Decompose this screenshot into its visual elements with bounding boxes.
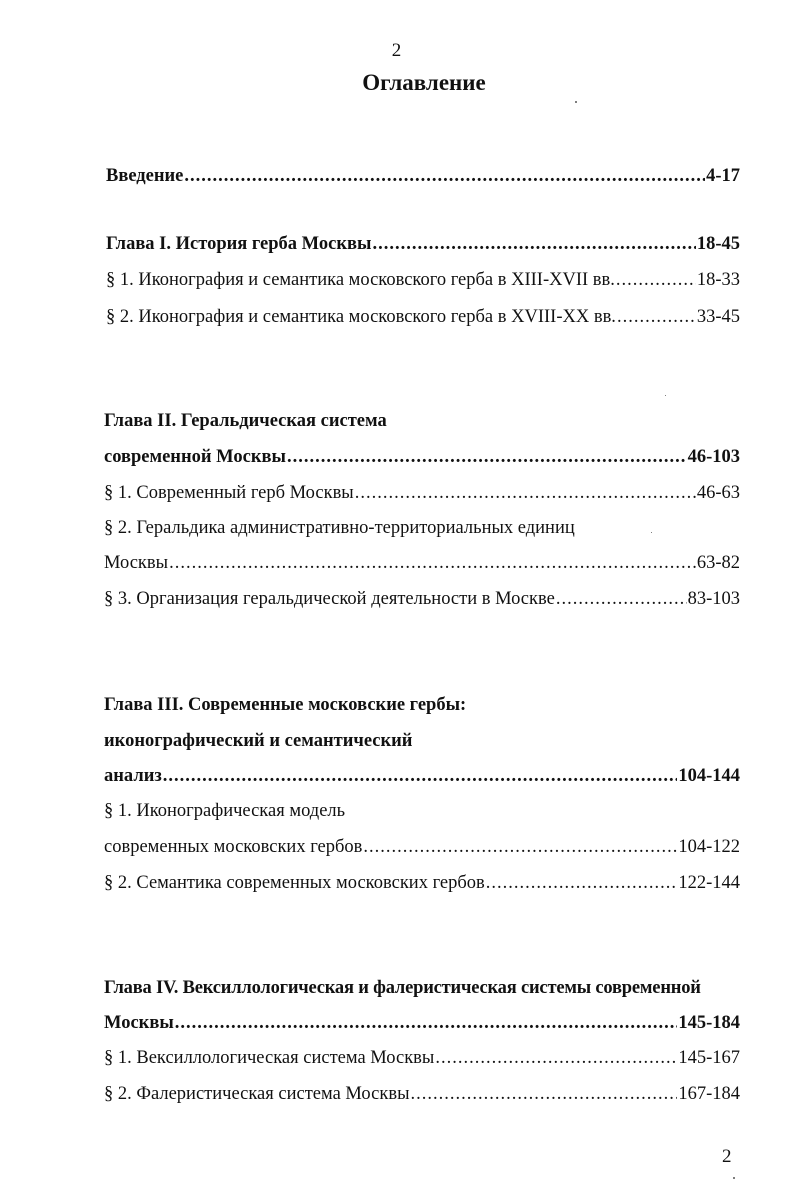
toc-chapter-4-title-line-1: Глава IV. Вексиллологическая и фалеристическая системы современной	[104, 978, 701, 998]
toc-entry-pages: 46-103	[687, 447, 740, 467]
toc-entry-chapter-2-section-3[interactable]	[104, 586, 740, 612]
toc-entry-chapter-3-section-1[interactable]	[104, 834, 740, 860]
toc-entry-chapter-1[interactable]	[106, 231, 740, 257]
dot-leader	[355, 480, 696, 506]
toc-entry-pages: 145-167	[678, 1048, 740, 1068]
toc-entry-pages: 83-103	[687, 589, 740, 609]
dot-leader	[435, 1045, 677, 1071]
toc-entry-pages: 104-144	[678, 766, 740, 786]
page-number-top: 2	[391, 40, 402, 61]
toc-entry-chapter-2-section-1[interactable]	[104, 480, 740, 506]
toc-entry-pages: 46-63	[696, 483, 740, 503]
scan-speck	[665, 395, 666, 396]
dot-leader	[184, 163, 705, 189]
toc-entry-title: Введение	[106, 166, 184, 186]
toc-entry-title: § 2. Иконография и семантика московского герба в XVIII-XX вв.	[106, 307, 616, 327]
dot-leader	[169, 550, 696, 576]
scan-speck	[733, 1177, 735, 1179]
toc-chapter-2-section-2-title-line-1: § 2. Геральдика административно-территориальных единиц	[104, 518, 575, 538]
dot-leader	[556, 586, 687, 612]
toc-entry-title: Москвы	[104, 1013, 174, 1033]
toc-entry-pages: 122-144	[678, 873, 740, 893]
toc-entry-title: § 1. Иконография и семантика московского герба в XIII-XVII вв.	[106, 270, 615, 290]
toc-entry-chapter-4[interactable]	[104, 1010, 740, 1036]
toc-entry-title: § 3. Организация геральдической деятельности в Москве	[104, 589, 555, 609]
page-title: Оглавление	[362, 70, 486, 95]
dot-leader	[616, 267, 696, 293]
toc-chapter-3-title-line-1: Глава III. Современные московские гербы:	[104, 695, 467, 715]
toc-entry-pages: 4-17	[706, 166, 740, 186]
toc-entry-chapter-4-section-1[interactable]	[104, 1045, 740, 1071]
toc-entry-introduction[interactable]	[106, 163, 740, 189]
toc-entry-pages: 63-82	[696, 553, 740, 573]
toc-entry-title: Глава I. История герба Москвы	[106, 234, 372, 254]
toc-entry-pages: 18-45	[696, 234, 740, 254]
dot-leader	[163, 763, 678, 789]
toc-entry-title: современной Москвы	[104, 447, 286, 467]
toc-entry-chapter-1-section-1[interactable]	[106, 267, 740, 293]
toc-entry-title: § 2. Семантика современных московских гербов	[104, 873, 485, 893]
toc-entry-chapter-1-section-2[interactable]	[106, 304, 740, 330]
toc-chapter-3-section-1-title-line-1: § 1. Иконографическая модель	[104, 801, 346, 821]
toc-chapter-2-title-line-1: Глава II. Геральдическая система	[104, 411, 387, 431]
dot-leader	[411, 1081, 678, 1107]
toc-entry-chapter-3[interactable]	[104, 763, 740, 789]
toc-chapter-3-title-line-2: иконографический и семантический	[104, 731, 413, 751]
toc-entry-pages: 167-184	[678, 1084, 740, 1104]
toc-entry-pages: 33-45	[696, 307, 740, 327]
toc-entry-title: Москвы	[104, 553, 169, 573]
dot-leader	[617, 304, 696, 330]
toc-entry-chapter-4-section-2[interactable]	[104, 1081, 740, 1107]
toc-entry-chapter-2[interactable]	[104, 444, 740, 470]
toc-entry-chapter-2-section-2[interactable]	[104, 550, 740, 576]
toc-entry-title: анализ	[104, 766, 162, 786]
scan-speck	[575, 101, 577, 103]
toc-entry-title: современных московских гербов	[104, 837, 363, 857]
scan-speck	[651, 532, 652, 533]
toc-entry-pages: 18-33	[696, 270, 740, 290]
dot-leader	[287, 444, 687, 470]
toc-entry-pages: 145-184	[678, 1013, 740, 1033]
toc-entry-title: § 1. Современный герб Москвы	[104, 483, 354, 503]
dot-leader	[486, 870, 678, 896]
toc-entry-title: § 2. Фалеристическая система Москвы	[104, 1084, 410, 1104]
dot-leader	[175, 1010, 678, 1036]
toc-entry-chapter-3-section-2[interactable]	[104, 870, 740, 896]
page-number-bottom: 2	[722, 1146, 732, 1167]
toc-entry-pages: 104-122	[678, 837, 740, 857]
toc-entry-title: § 1. Вексиллологическая система Москвы	[104, 1048, 435, 1068]
dot-leader	[363, 834, 677, 860]
dot-leader	[372, 231, 695, 257]
